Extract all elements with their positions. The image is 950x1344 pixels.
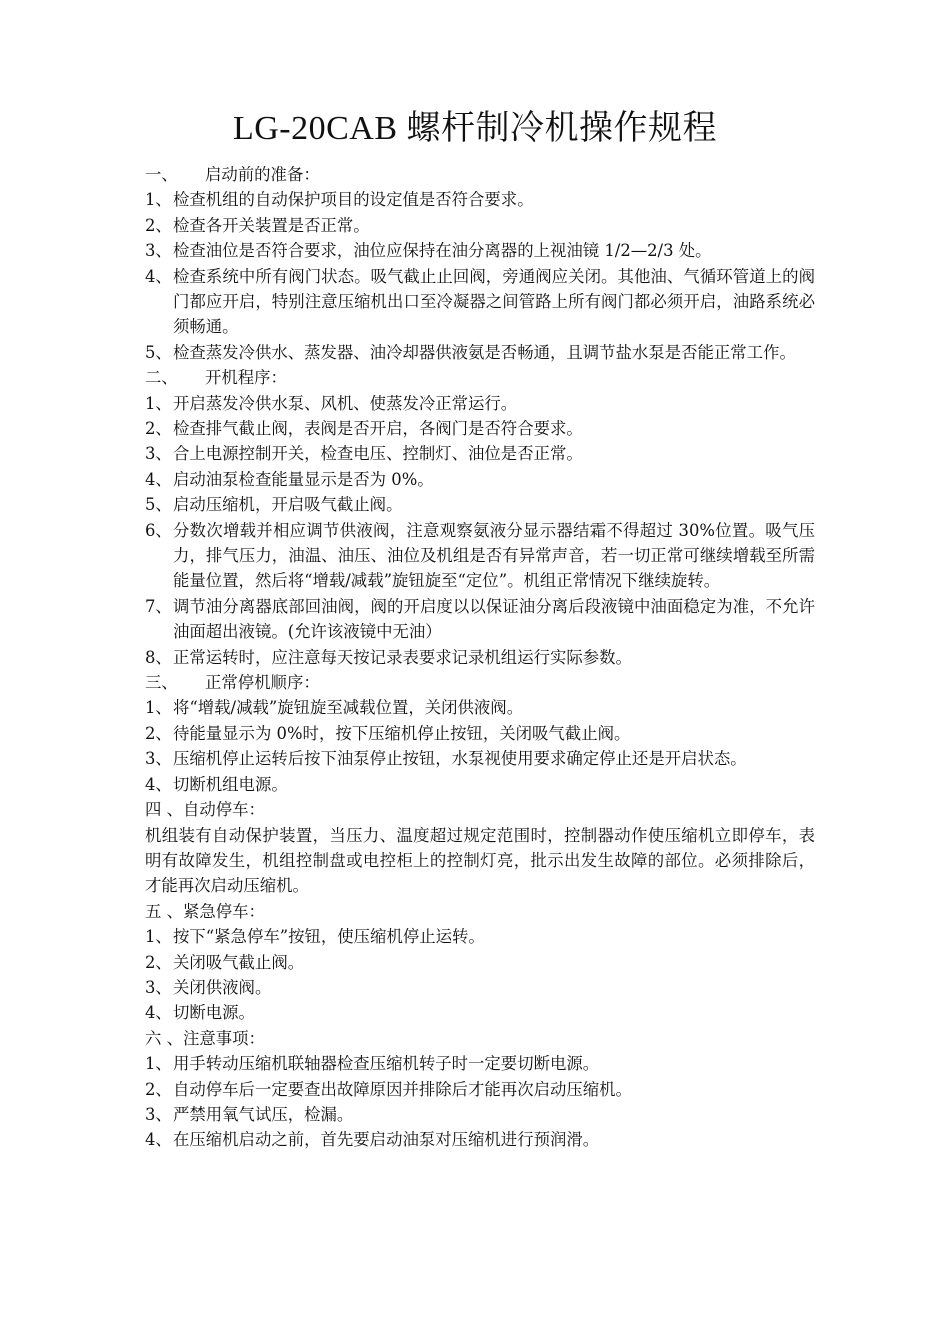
section-heading-2: [145, 365, 815, 390]
list-item: 4、 在压缩机启动之前，首先要启动油泵对压缩机进行预润滑。: [145, 1130, 600, 1150]
list-item: 4、 启动油泵检查能量显示是否为 0%。: [145, 469, 434, 489]
document-body: [145, 162, 815, 1153]
list-item: 4、 切断电源。: [145, 1003, 255, 1023]
section-title: 正常停机顺序：: [205, 673, 320, 693]
list-item: 1、 用手转动压缩机联轴器检查压缩机转子时一定要切断电源。: [145, 1054, 600, 1074]
section-title: 启动前的准备：: [205, 165, 320, 184]
section-heading-1: [145, 162, 815, 187]
list-item: 2、 关闭吸气截止阀。: [145, 952, 305, 972]
list-item: 6、 分数次增载并相应调节供液阀，注意观察氨液分显示器结霜不得超过 30%位置。吸气压力，排气压力，油温、油压、油位及机组是否有异常声音，若一切正常可继续增载至所需能量位置，然后将“增载/减载”旋钮旋至“定位”。机组正常情况下继续旋转。: [145, 520, 815, 591]
list-item: 3、 压缩机停止运转后按下油泵停止按钮，水泵视使用要求确定停止还是开启状态。: [145, 749, 747, 769]
section-paragraph: 机组装有自动保护装置，当压力、温度超过规定范围时，控制器动作使压缩机立即停车，表明有故障发生，机组控制盘或电控柜上的控制灯亮，批示出发生故障的部位。必须排除后，才能再次启动压缩机。: [145, 825, 815, 896]
list-item: 3、 检查油位是否符合要求，油位应保持在油分离器的上视油镜 1/2—2/3 处。: [145, 241, 712, 261]
list-item: 1、 检查机组的自动保护项目的设定值是否符合要求。: [145, 190, 534, 210]
list-item: 3、 关闭供液阀。: [145, 977, 272, 997]
list-item: 1、 将“增载/减载”旋钮旋至减载位置，关闭供液阀。: [145, 698, 524, 718]
section-heading-4: 四 、自动停车：: [145, 800, 265, 820]
list-item: 3、 严禁用氧气试压，检漏。: [145, 1104, 354, 1124]
list-item: 2、 检查排气截止阀，表阀是否开启，各阀门是否符合要求。: [145, 419, 583, 439]
list-item: 2、 检查各开关装置是否正常。: [145, 215, 370, 235]
section-heading-6: 六 、注意事项：: [145, 1028, 265, 1048]
list-item: 2、 自动停车后一定要查出故障原因并排除后才能再次启动压缩机。: [145, 1079, 632, 1099]
list-item: 1、 按下“紧急停车”按钮，使压缩机停止运转。: [145, 927, 485, 947]
list-item: 4、 检查系统中所有阀门状态。吸气截止止回阀，旁通阀应关闭。其他油、气循环管道上的阀门都应开启，特别注意压缩机出口至冷凝器之间管路上所有阀门都必须开启，油路系统必须畅通。: [145, 266, 815, 337]
section-number: 一、: [145, 165, 178, 184]
section-heading-5: 五 、紧急停车：: [145, 901, 265, 921]
list-item: 5、 检查蒸发冷供水、蒸发器、油冷却器供液氨是否畅通，且调节盐水泵是否能正常工作。: [145, 342, 796, 362]
list-item: 3、 合上电源控制开关，检查电压、控制灯、油位是否正常。: [145, 444, 583, 464]
section-number: 三、: [145, 673, 178, 693]
section-number: 二、: [145, 368, 178, 388]
section-heading-3: [145, 670, 815, 695]
list-item: 8、 正常运转时，应注意每天按记录表要求记录机组运行实际参数。: [145, 647, 632, 667]
list-item: 7、 调节油分离器底部回油阀，阀的开启度以以保证油分离后段液镜中油面稳定为准，不允许油面超出液镜。(允许该液镜中无油）: [145, 596, 815, 642]
list-item: 5、 启动压缩机，开启吸气截止阀。: [145, 495, 403, 515]
list-item: 1、 开启蒸发冷供水泵、风机、使蒸发冷正常运行。: [145, 393, 518, 413]
list-item: 4、 切断机组电源。: [145, 774, 288, 794]
list-item: 2、 待能量显示为 0%时，按下压缩机停止按钮，关闭吸气截止阀。: [145, 723, 631, 743]
page-title: LG-20CAB 螺杆制冷机操作规程: [232, 110, 718, 147]
section-title: 开机程序：: [205, 368, 287, 388]
